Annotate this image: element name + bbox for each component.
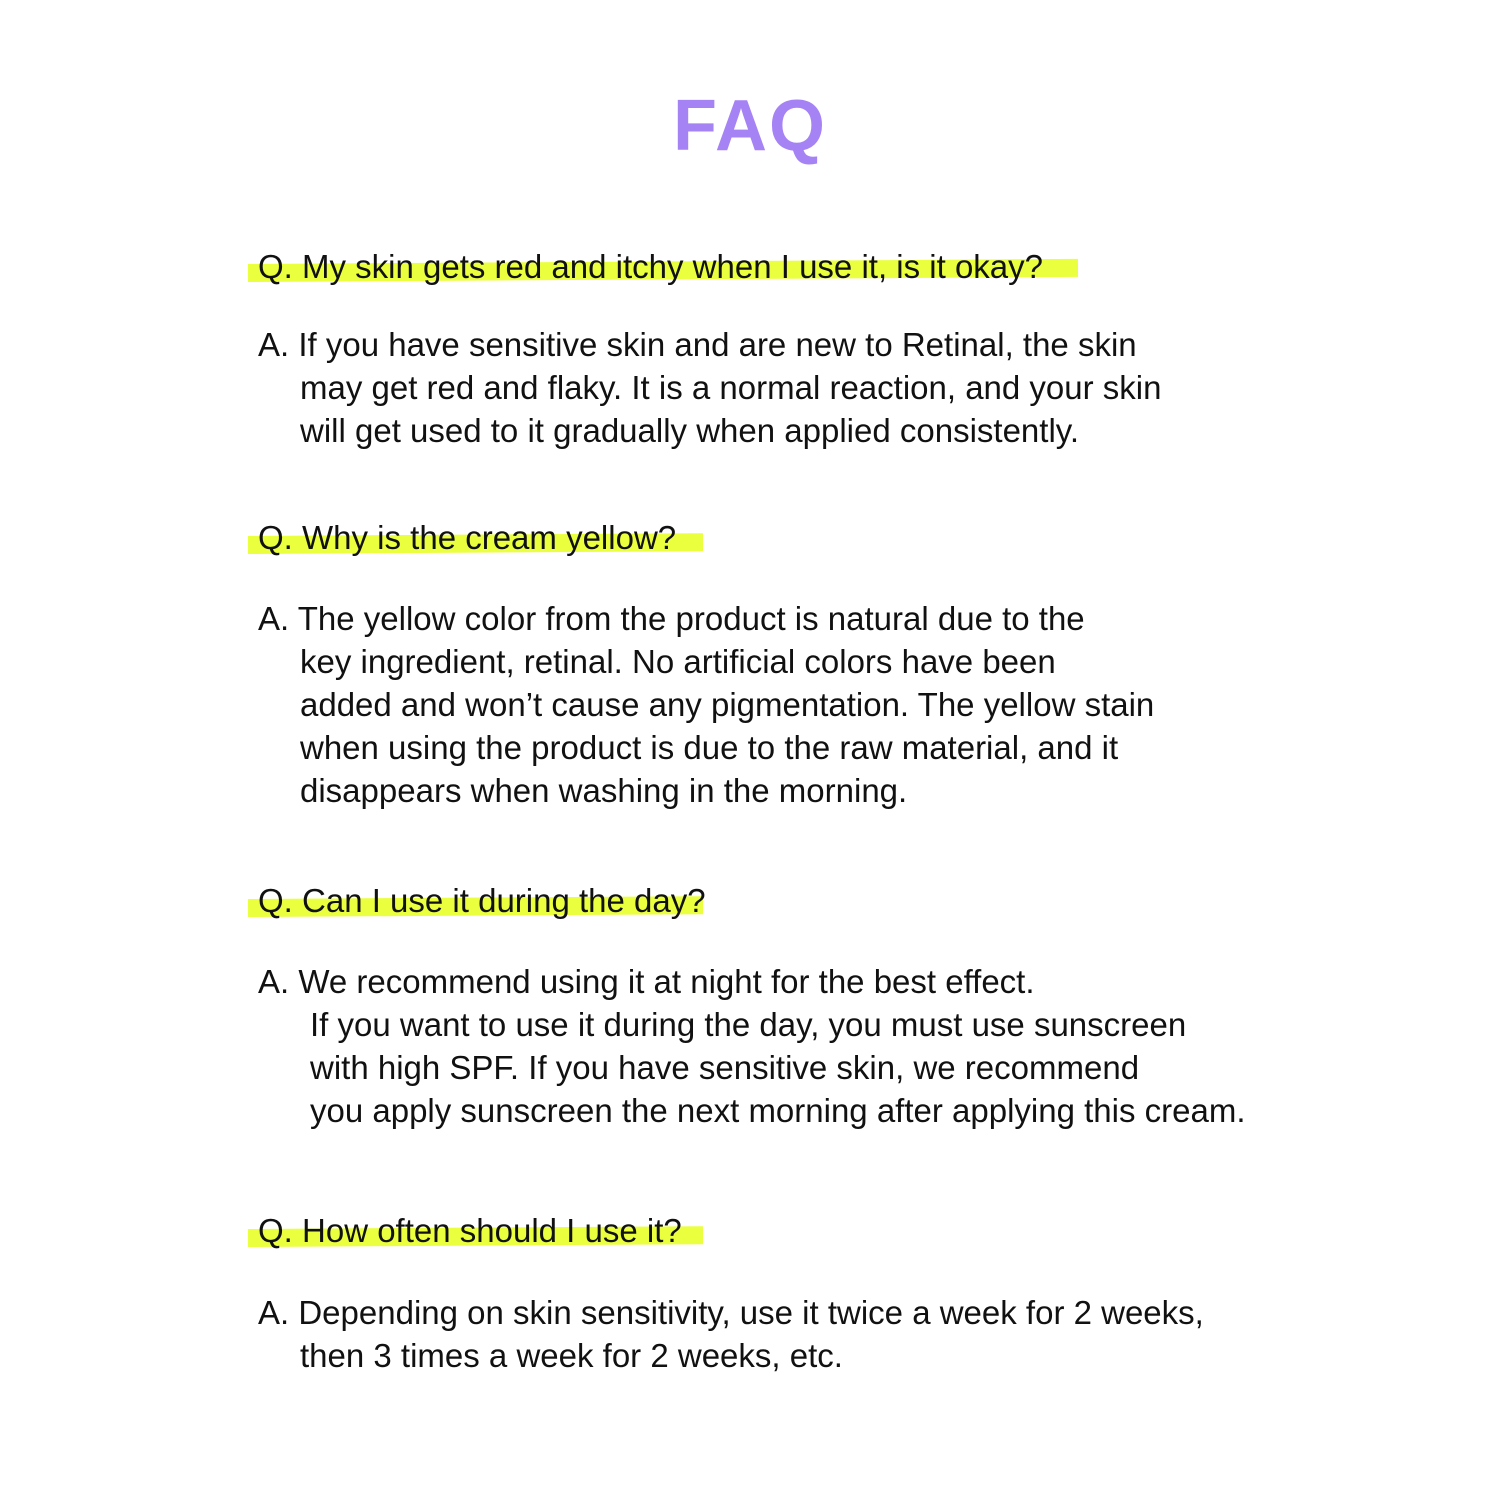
faq-answer-2: [258, 597, 1154, 812]
answer-line: may get red and flaky. It is a normal reaction, and your skin: [300, 369, 1162, 406]
answer-line: added and won’t cause any pigmentation. The yellow stain: [300, 686, 1155, 723]
answer-line: A. We recommend using it at night for the best effect.: [258, 963, 1035, 1000]
answer-line: A. Depending on skin sensitivity, use it twice a week for 2 weeks,: [258, 1294, 1204, 1331]
faq-answer-3: [258, 960, 1246, 1132]
answer-line: disappears when washing in the morning.: [300, 772, 908, 809]
page-title: FAQ: [672, 86, 827, 166]
faq-question-1: Q. My skin gets red and itchy when I use it, is it okay?: [258, 248, 1044, 285]
faq-question-4: Q. How often should I use it?: [258, 1212, 682, 1249]
answer-line: key ingredient, retinal. No artificial colors have been: [300, 643, 1056, 680]
answer-line: will get used to it gradually when applied consistently.: [300, 412, 1079, 449]
answer-line: when using the product is due to the raw material, and it: [300, 729, 1119, 766]
answer-line: A. The yellow color from the product is natural due to the: [258, 600, 1085, 637]
answer-line: A. If you have sensitive skin and are new to Retinal, the skin: [258, 326, 1137, 363]
answer-line: with high SPF. If you have sensitive skin, we recommend: [310, 1049, 1140, 1086]
answer-line: you apply sunscreen the next morning after applying this cream.: [310, 1092, 1246, 1129]
answer-line: then 3 times a week for 2 weeks, etc.: [300, 1337, 843, 1374]
faq-question-2: Q. Why is the cream yellow?: [258, 519, 677, 556]
faq-answer-1: [258, 323, 1161, 452]
faq-answer-4: [258, 1291, 1204, 1377]
faq-question-3: Q. Can I use it during the day?: [258, 882, 706, 919]
answer-line: If you want to use it during the day, you must use sunscreen: [310, 1006, 1187, 1043]
